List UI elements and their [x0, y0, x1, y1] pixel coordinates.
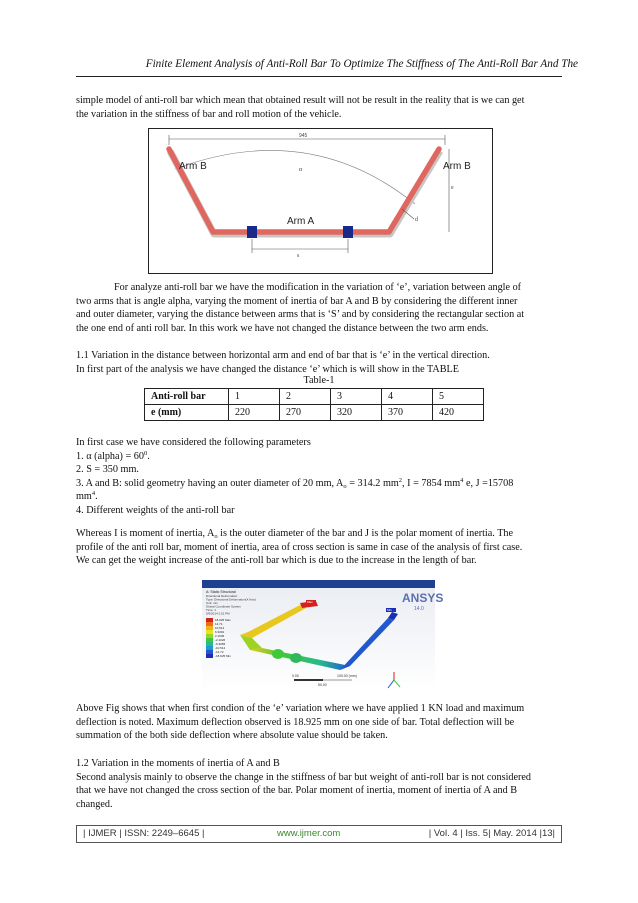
- legend-value: -6.3083: [215, 642, 226, 646]
- table-cell: 1: [229, 389, 280, 405]
- table-cell: 320: [331, 405, 382, 421]
- label-arm-b-right: Arm B: [443, 161, 471, 172]
- ansys-logo: ANSYS: [402, 591, 444, 605]
- table-cell: e (mm): [145, 405, 229, 421]
- legend-swatch: [206, 642, 213, 646]
- legend-swatch: [206, 626, 213, 630]
- parameter-item: 2. S = 350 mm.: [76, 464, 139, 476]
- whereas-paragraph: [76, 527, 562, 568]
- analysis-line: For analyze anti-roll bar we have the modification in the variation of ‘e’, variation between angle of: [114, 282, 522, 293]
- section-1-2-line: Second analysis mainly to observe the change in the stiffness of bar but weight of anti-roll bar is not considered: [76, 771, 532, 783]
- section-1-2-heading: 1.2 Variation in the moments of inertia of A and B: [76, 758, 280, 769]
- min-badge-label: Min: [387, 608, 392, 613]
- table-cell: Anti-roll bar: [145, 389, 229, 405]
- legend-line: Type: Directional Deformation(X Axis): [206, 597, 256, 602]
- legend-value: -2.1026: [215, 638, 226, 642]
- discussion-line: Above Fig shows that when first condion of the ‘e’ variation where we have applied 1 KN load and maximum: [76, 703, 525, 714]
- parameter-item: 3. A and B: solid geometry having an outer diameter of 20 mm, $A_o = 314.2$ $mm^2$, I = 7854 $mm^4$ e, J =15708: [76, 476, 514, 490]
- discussion-line: summation of the both side deflection where absolute value should be taken.: [76, 730, 388, 742]
- legend-swatch: [206, 630, 213, 634]
- section-1-2: [76, 757, 562, 811]
- page-footer: [76, 825, 562, 843]
- legend-line: Time: 1: [206, 608, 216, 612]
- whereas-line: Whereas I is moment of inertia, $A_o$ is the outer diameter of the bar and J is the polar moment of inertia. The: [76, 528, 514, 540]
- legend-swatch: [206, 638, 213, 642]
- analysis-paragraph: [76, 281, 562, 335]
- e-dim-label: e: [451, 185, 454, 191]
- antiroll-diagram: [149, 129, 492, 273]
- legend-value: 6.3091: [215, 630, 225, 634]
- legend-value: -14.72: [215, 650, 224, 654]
- scale-bar-fill: [294, 679, 323, 681]
- bushing-clamp-left: [247, 226, 257, 238]
- table-cell: 5: [433, 389, 484, 405]
- whereas-line: profile of the anti roll bar, moment of inertia, area of cross section is same in case of the analysis of first case.: [76, 541, 523, 553]
- legend-line: Global Coordinate System: [206, 604, 242, 609]
- table-cell: 4: [382, 389, 433, 405]
- table-1: [144, 388, 484, 421]
- alpha-label: α: [299, 167, 303, 173]
- analysis-line: the one end of anti roll bar. In this work we have not changed the distance between the two arm ends.: [76, 322, 489, 334]
- footer-journal: | IJMER | ISSN: 2249–6645 |: [83, 828, 205, 839]
- legend-swatch: [206, 646, 213, 650]
- legend-value: 10.514: [215, 626, 225, 630]
- legend-value: 14.71: [215, 622, 223, 626]
- figure2-discussion: [76, 702, 562, 743]
- legend-swatch: [206, 654, 213, 658]
- analysis-line: two arms that is angle alpha, varying the moment of inertia of bar A and B by considering the different inner: [76, 295, 518, 307]
- table-cell: 370: [382, 405, 433, 421]
- table-cell: 2: [280, 389, 331, 405]
- legend-value: 2.1035: [215, 634, 225, 638]
- parameters-list: [76, 436, 562, 518]
- legend-value: 18.925 Max: [215, 618, 231, 622]
- max-badge-label: Max: [307, 600, 313, 605]
- footer-website-link[interactable]: www.ijmer.com: [277, 828, 341, 839]
- figure-antiroll-geometry: [148, 128, 493, 274]
- s-dim-label: s: [297, 253, 300, 259]
- intro-line: simple model of anti-roll bar which mean that obtained result will not be result in the reality that is we can get: [76, 95, 525, 106]
- dim-top-label: 945: [299, 133, 308, 139]
- table-cell: 270: [280, 405, 331, 421]
- legend-swatch: [206, 622, 213, 626]
- legend-swatch: [206, 650, 213, 654]
- footer-issue: | Vol. 4 | Iss. 5| May. 2014 |13|: [428, 828, 555, 839]
- legend-swatch: [206, 618, 213, 622]
- label-arm-b-left: Arm B: [179, 161, 207, 172]
- intro-paragraph: [76, 94, 562, 121]
- alpha-arc: [175, 150, 415, 204]
- bushing-clamp-right: [343, 226, 353, 238]
- section-1-1-heading: 1.1 Variation in the distance between horizontal arm and end of bar that is ‘e’ in the vertical direction.: [76, 350, 490, 361]
- section-1-1-text: In first part of the analysis we have changed the distance ‘e’ which is will show in the TABLE: [76, 363, 459, 375]
- scale-right: 100.00 (mm): [337, 674, 357, 678]
- scale-mid: 50.00: [318, 683, 327, 687]
- parameter-item: 1. α (alpha) = $60^0$.: [76, 449, 150, 462]
- parameter-item: 4. Different weights of the anti-roll bar: [76, 504, 235, 516]
- d-dim-label: d: [415, 217, 418, 223]
- analysis-line: and outer diameter, varying the distance between arms that is ‘S’ and by considering the rectangular section at: [76, 309, 525, 321]
- whereas-line: We can get the weight increase of the anti-roll bar which is due to the increase in the length of bar.: [76, 555, 477, 567]
- discussion-line: deflection is noted. Maximum deflection observed is 18.925 mm on one side of bar. Total deflection will be: [76, 716, 515, 728]
- legend-line: 5/9/2014 2:51 PM: [206, 611, 230, 616]
- legend-line: Unit: mm: [206, 601, 218, 605]
- clamp-right: [290, 653, 302, 663]
- legend-line: Directional Deformation: [206, 594, 238, 598]
- table-row: [145, 389, 484, 405]
- parameter-item-cont: $mm^4$.: [76, 490, 98, 503]
- table-row: [145, 405, 484, 421]
- label-arm-a: Arm A: [287, 216, 315, 227]
- header-rule: [76, 76, 562, 77]
- legend-value: -10.514: [215, 646, 226, 650]
- section-1-1: [76, 349, 562, 376]
- legend-title: A: Static Structural: [206, 590, 236, 594]
- running-head: Finite Element Analysis of Anti-Roll Bar To Optimize The Stiffness of The Anti-Roll Bar And The: [145, 58, 578, 70]
- intro-line: the variation in the stiffness of bar and roll motion of the vehicle.: [76, 108, 342, 120]
- figure-ansys-deformation: [202, 580, 444, 692]
- table-caption: Table-1: [303, 375, 335, 386]
- table-cell: 220: [229, 405, 280, 421]
- scale-left: 0.00: [292, 674, 299, 678]
- ansys-render: [202, 580, 444, 692]
- title-band: [202, 580, 435, 588]
- clamp-left: [272, 649, 284, 659]
- section-1-2-line: that we have not changed the cross section of the bar. Polar moment of inertia, moment of inertia of A and B: [76, 785, 518, 797]
- table-cell: 420: [433, 405, 484, 421]
- table-cell: 3: [331, 389, 382, 405]
- parameters-intro: In first case we have considered the following parameters: [76, 437, 311, 448]
- ansys-version: 14.0: [414, 606, 424, 612]
- legend-swatch: [206, 634, 213, 638]
- legend-value: -18.925 Min: [215, 654, 231, 658]
- section-1-2-line: changed.: [76, 798, 113, 810]
